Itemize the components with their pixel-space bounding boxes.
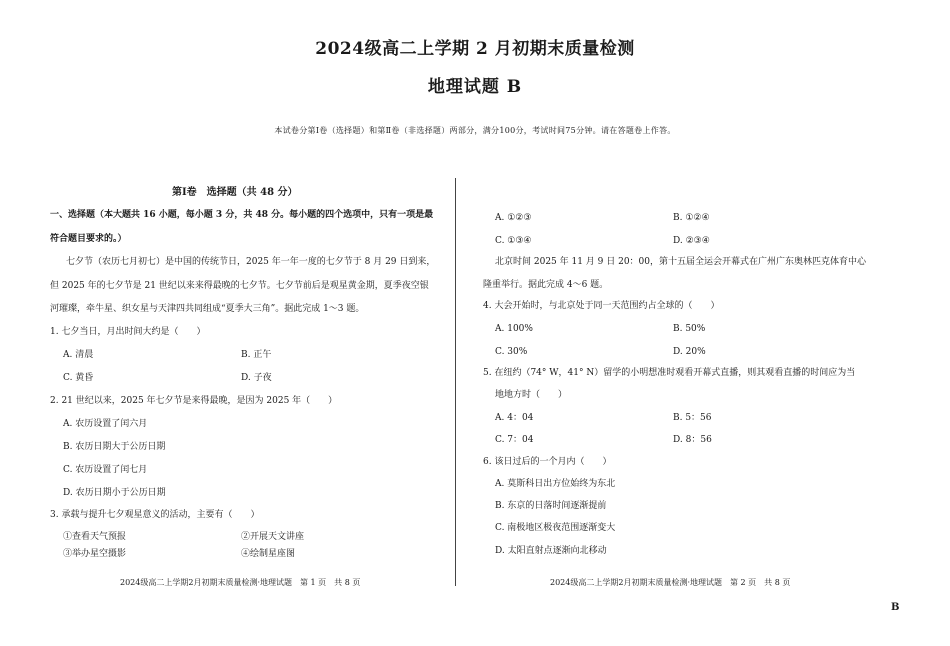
q3-stem: 3. 承载与提升七夕观星意义的活动，主要有（ ） (50, 510, 260, 520)
q4-stem: 4. 大会开始时，与北京处于同一天范围约占全球的（ ） (483, 301, 720, 311)
section-title: 第Ⅰ卷 选择题（共 48 分） (172, 187, 298, 198)
q3-choice-b: B. ①②④ (673, 213, 710, 223)
q6-option-a: A. 莫斯科日出方位始终为东北 (495, 479, 616, 489)
q1-option-a: A. 清晨 (63, 350, 94, 360)
q5-option-c: C. 7：04 (495, 435, 534, 445)
instruction-line-1: 一、选择题（本大题共 16 小题，每小题 3 分，共 48 分。每小题的四个选项中，只有一项是最 (50, 210, 434, 220)
left-page-footer: 2024级高二上学期2月初期末质量检测·地理试题 第 1 页 共 8 页 (120, 578, 361, 587)
q1-option-b: B. 正午 (241, 350, 272, 360)
column-divider (455, 178, 456, 586)
q3-choice-c: C. ①③④ (495, 236, 532, 246)
q6-stem: 6. 该日过后的一个月内（ ） (483, 457, 612, 467)
q4-option-d: D. 20% (673, 347, 706, 357)
q1-stem: 1. 七夕当日，月出时间大约是（ ） (50, 327, 206, 337)
q5-option-a: A. 4：04 (495, 413, 534, 423)
q1-option-c: C. 黄昏 (63, 373, 94, 383)
q5-option-d: D. 8：56 (673, 435, 712, 445)
q2-option-a: A. 农历设置了闰六月 (63, 419, 148, 429)
q6-option-d: D. 太阳直射点逐渐向北移动 (495, 546, 607, 556)
exam-subtitle: 地理试题 B (427, 77, 523, 97)
passage-line-1: 七夕节（农历七月初七）是中国的传统节日，2025 年一年一度的七夕节于 8 月 29 日到来， (66, 257, 436, 267)
q4-option-c: C. 30% (495, 347, 528, 357)
version-mark: B (891, 602, 900, 613)
instruction-line-2: 符合题目要求的。） (50, 234, 127, 244)
q2-stem: 2. 21 世纪以来，2025 年七夕节是来得最晚，是因为 2025 年（ ） (50, 396, 338, 406)
exam-title: 2024级高二上学期 2 月初期末质量检测 (315, 39, 635, 59)
q3-item-3: ③举办星空摄影 (63, 549, 127, 559)
q2-option-c: C. 农历设置了闰七月 (63, 465, 148, 475)
passage-line-3: 河璀璨，牵牛星、织女星与天津四共同组成“夏季大三角”。据此完成 1～3 题。 (50, 304, 365, 314)
q3-choice-d: D. ②③④ (673, 236, 710, 246)
passage-line-2: 但 2025 年的七夕节是 21 世纪以来来得最晚的七夕节。七夕节前后是观星黄金期，夏季夜空银 (50, 281, 429, 291)
q3-item-4: ④绘制星座图 (241, 549, 296, 559)
passage2-line-2: 隆重举行。据此完成 4～6 题。 (483, 280, 609, 290)
q5-stem-line-1: 5. 在纽约（74° W，41° N）留学的小明想准时观看开幕式直播，则其观看直播的时间应为当 (483, 368, 856, 378)
q3-choice-a: A. ①②③ (495, 213, 532, 223)
q3-item-2: ②开展天文讲座 (241, 532, 305, 542)
q2-option-b: B. 农历日期大于公历日期 (63, 442, 166, 452)
passage2-line-1: 北京时间 2025 年 11 月 9 日 20：00，第十五届全运会开幕式在广州广东奥林匹克体育中心 (495, 257, 867, 267)
q4-option-a: A. 100% (495, 324, 533, 334)
exam-note: 本试卷分第Ⅰ卷（选择题）和第Ⅱ卷（非选择题）两部分，满分100分，考试时间75分钟。请在答题卷上作答。 (274, 126, 676, 135)
q6-option-b: B. 东京的日落时间逐渐提前 (495, 501, 607, 511)
q2-option-d: D. 农历日期小于公历日期 (63, 488, 166, 498)
q4-option-b: B. 50% (673, 324, 706, 334)
q5-option-b: B. 5：56 (673, 413, 712, 423)
q6-option-c: C. 南极地区极夜范围逐渐变大 (495, 523, 616, 533)
q3-item-1: ①查看天气预报 (63, 532, 127, 542)
right-page-footer: 2024级高二上学期2月初期末质量检测·地理试题 第 2 页 共 8 页 (550, 578, 791, 587)
q5-stem-line-2: 地地方时（ ） (495, 390, 568, 400)
q1-option-d: D. 子夜 (241, 373, 272, 383)
